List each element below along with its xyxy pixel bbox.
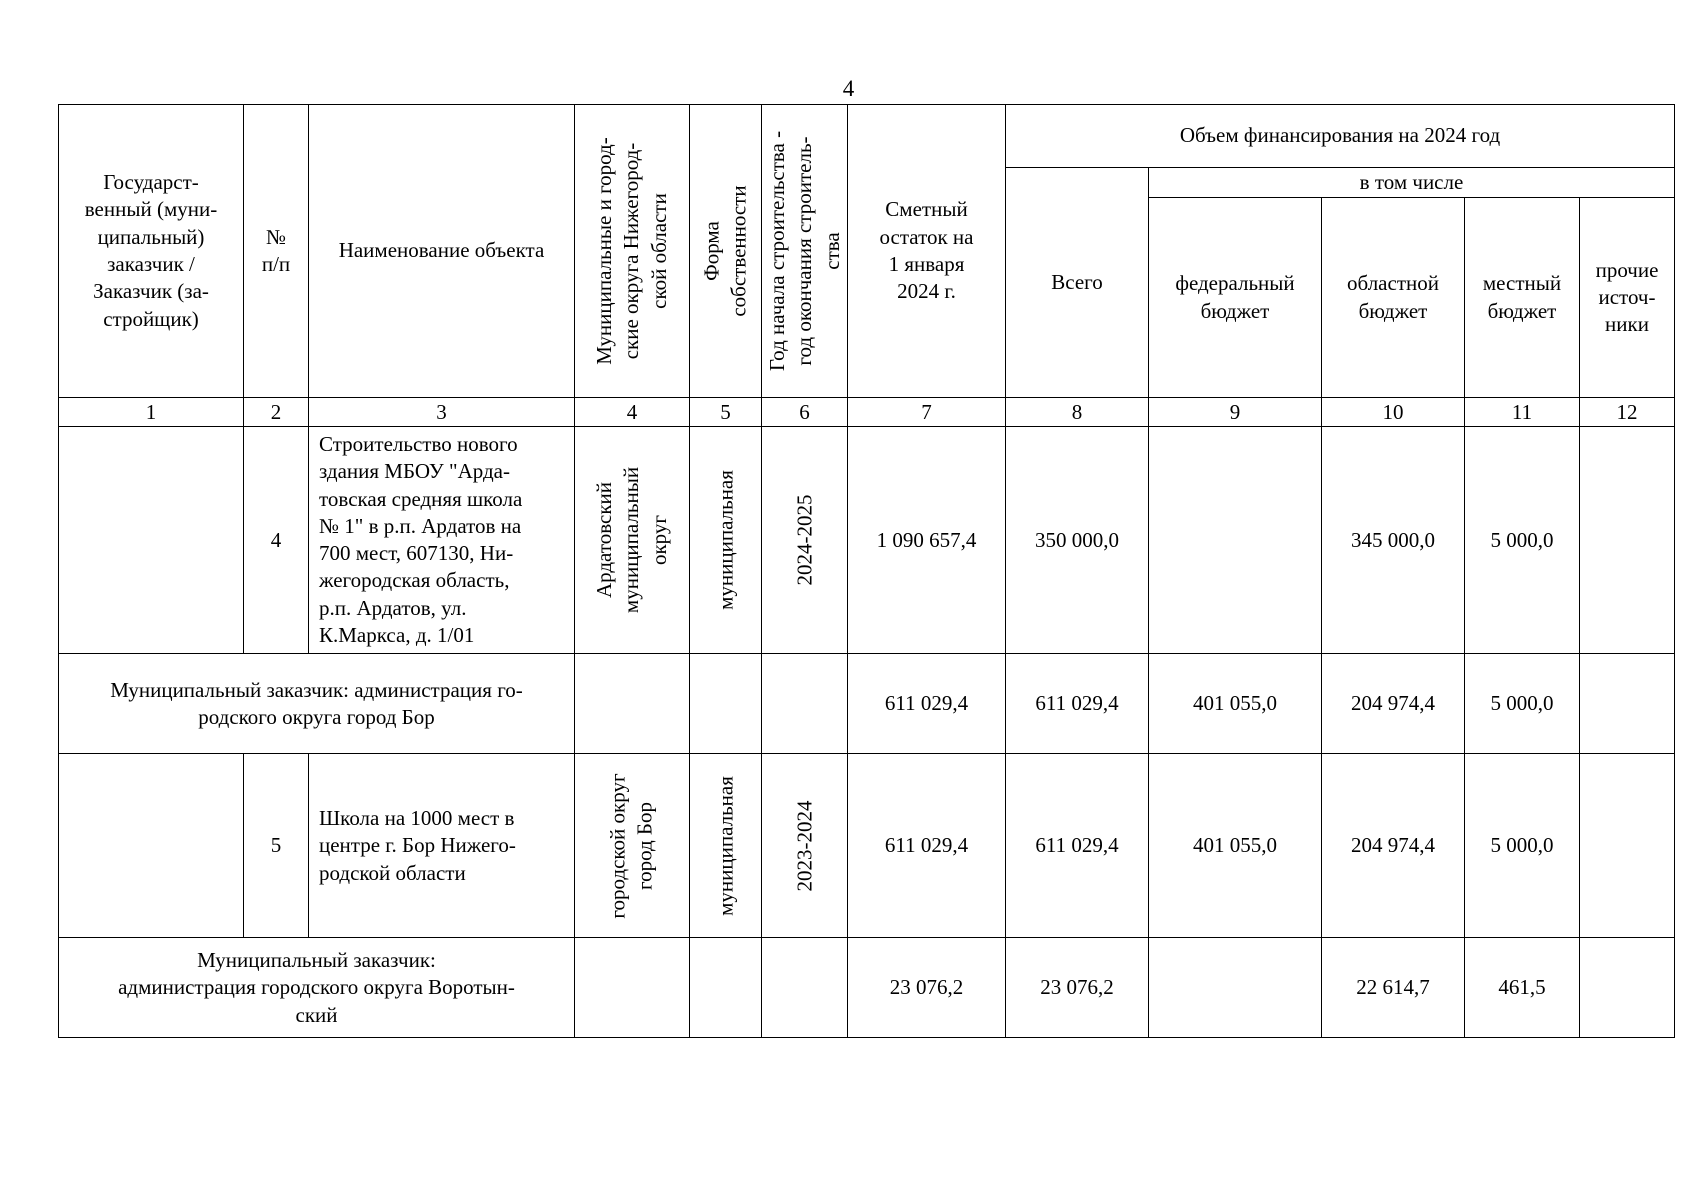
header-federal: федеральный бюджет: [1149, 198, 1322, 398]
column-number: 5: [690, 398, 762, 427]
funding-other: [1580, 654, 1675, 754]
funding-regional: 345 000,0: [1322, 427, 1465, 654]
funding-regional: 204 974,4: [1322, 654, 1465, 754]
funding-regional: 22 614,7: [1322, 938, 1465, 1038]
page-number: 4: [842, 76, 855, 101]
construction-years: 2024-2025: [762, 427, 848, 654]
header-municipal: Муниципальные и город- ские округа Нижегород- ской области: [575, 105, 690, 398]
estimate-balance: 1 090 657,4: [848, 427, 1006, 654]
header-num: № п/п: [244, 105, 309, 398]
header-including: в том числе: [1149, 168, 1675, 198]
row-number: 5: [244, 754, 309, 938]
column-number: 11: [1465, 398, 1580, 427]
header-customer: Государст- венный (муни- ципальный) заказчик / Заказчик (за- стройщик): [59, 105, 244, 398]
header-object-name: Наименование объекта: [309, 105, 575, 398]
customer-name: Муниципальный заказчик: администрация го- родского округа город Бор: [59, 654, 575, 754]
customer-group-row: [59, 938, 1675, 1038]
header-total: Всего: [1006, 168, 1149, 398]
column-number: 3: [309, 398, 575, 427]
funding-other: [1580, 754, 1675, 938]
ownership-form: муниципальная: [690, 754, 762, 938]
funding-local: 461,5: [1465, 938, 1580, 1038]
table-row: [59, 754, 1675, 938]
estimate-balance: 611 029,4: [848, 754, 1006, 938]
funding-other: [1580, 938, 1675, 1038]
column-number: 7: [848, 398, 1006, 427]
funding-local: 5 000,0: [1465, 427, 1580, 654]
column-number: 2: [244, 398, 309, 427]
header-years: Год начала строительства - год окончания строитель- ства: [762, 105, 848, 398]
funding-federal: [1149, 427, 1322, 654]
customer-cell: [59, 754, 244, 938]
customer-group-row: [59, 654, 1675, 754]
header-local: местный бюджет: [1465, 198, 1580, 398]
object-name: Строительство нового здания МБОУ "Арда- товская средняя школа № 1" в р.п. Ардатов на 700 мест, 607130, Ни- жегородская область, р.п. Ардатов, ул. К.Маркса, д. 1/01: [309, 427, 575, 654]
ownership-form: муниципальная: [690, 427, 762, 654]
municipal-district: городской округ город Бор: [575, 754, 690, 938]
municipal-district: Ардатовский муниципальный округ: [575, 427, 690, 654]
funding-other: [1580, 427, 1675, 654]
customer-name: Муниципальный заказчик: администрация городского округа Воротын- ский: [59, 938, 575, 1038]
column-number: 12: [1580, 398, 1675, 427]
estimate-balance: 611 029,4: [848, 654, 1006, 754]
column-number: 8: [1006, 398, 1149, 427]
funding-total: 611 029,4: [1006, 754, 1149, 938]
header-other: прочие источ- ники: [1580, 198, 1675, 398]
funding-local: 5 000,0: [1465, 754, 1580, 938]
customer-cell: [59, 427, 244, 654]
estimate-balance: 23 076,2: [848, 938, 1006, 1038]
funding-total: 23 076,2: [1006, 938, 1149, 1038]
construction-years: 2023-2024: [762, 754, 848, 938]
header-regional: областной бюджет: [1322, 198, 1465, 398]
funding-federal: [1149, 938, 1322, 1038]
funding-regional: 204 974,4: [1322, 754, 1465, 938]
column-number: 4: [575, 398, 690, 427]
header-funding-title: Объем финансирования на 2024 год: [1006, 105, 1675, 168]
table-row: [59, 427, 1675, 654]
funding-federal: 401 055,0: [1149, 754, 1322, 938]
funding-total: 350 000,0: [1006, 427, 1149, 654]
row-number: 4: [244, 427, 309, 654]
column-number: 6: [762, 398, 848, 427]
header-estimate: Сметный остаток на 1 января 2024 г.: [848, 105, 1006, 398]
funding-federal: 401 055,0: [1149, 654, 1322, 754]
funding-local: 5 000,0: [1465, 654, 1580, 754]
object-name: Школа на 1000 мест в центре г. Бор Нижего- родской области: [309, 754, 575, 938]
header-ownership: Форма собственности: [690, 105, 762, 398]
funding-total: 611 029,4: [1006, 654, 1149, 754]
column-number: 10: [1322, 398, 1465, 427]
column-number: 1: [59, 398, 244, 427]
funding-table: [58, 104, 1675, 1038]
column-number: 9: [1149, 398, 1322, 427]
